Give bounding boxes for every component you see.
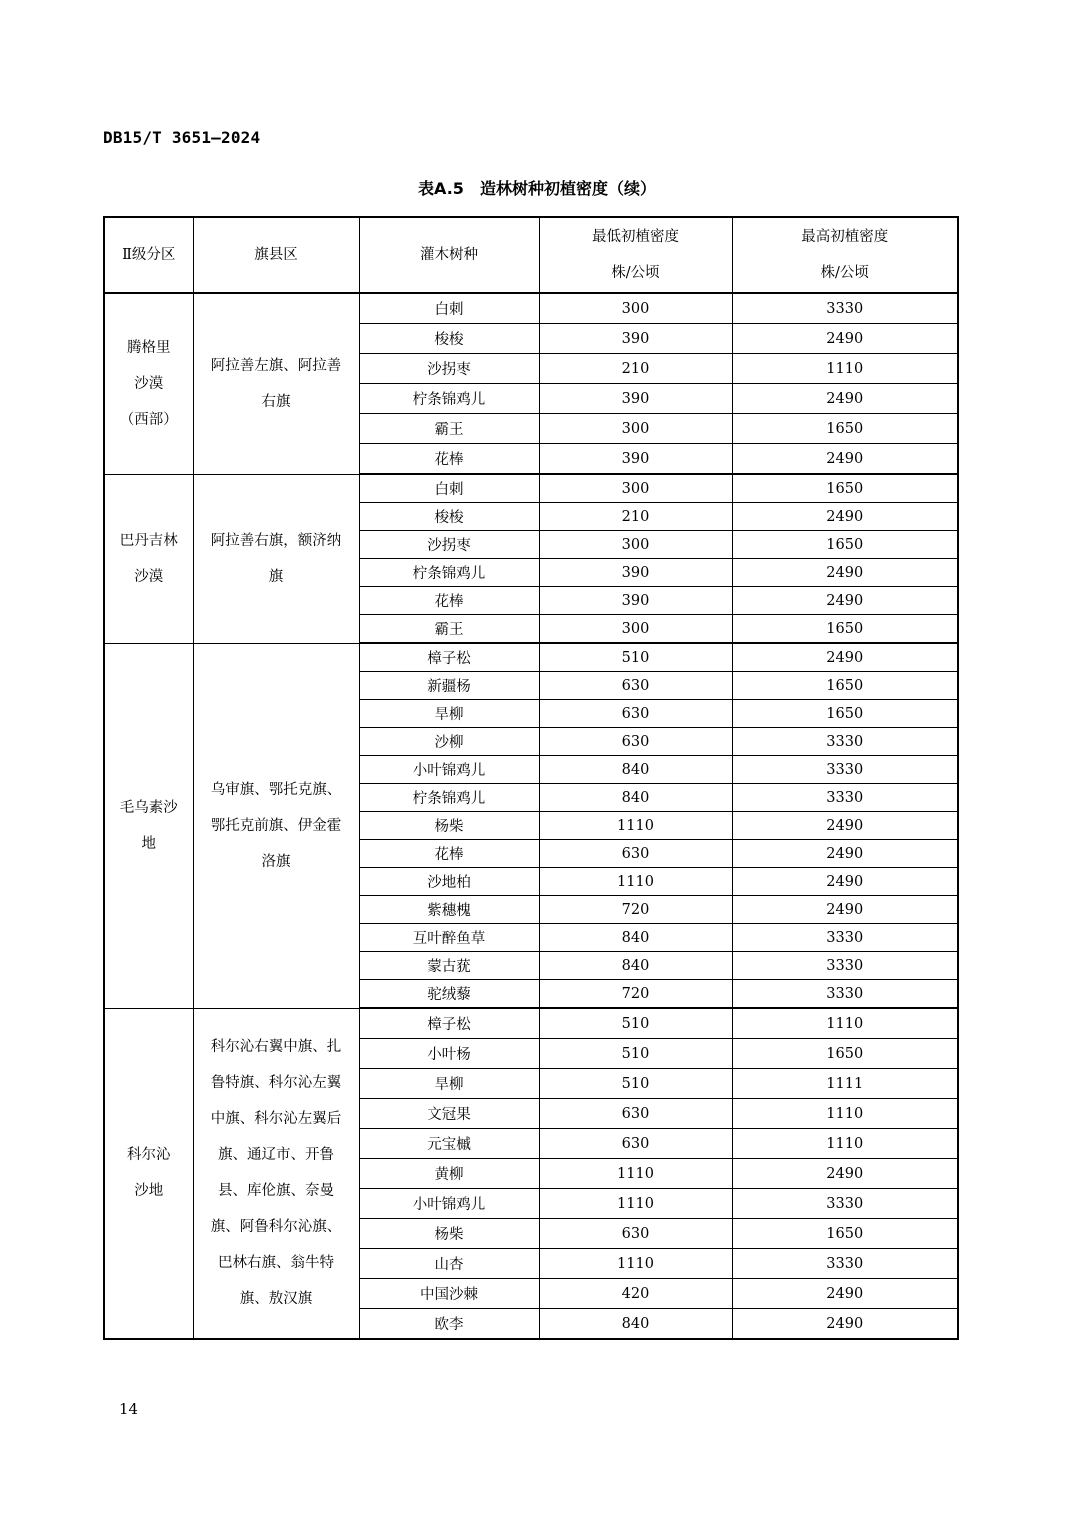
max-density-cell: 2490 [732,444,958,475]
county-line: 洛旗 [261,853,291,870]
table-row [104,474,958,503]
species-cell: 柠条锦鸡儿 [359,784,539,812]
county-line: 旗 [268,568,284,585]
max-density-cell: 3330 [732,924,958,952]
species-cell: 小叶锦鸡儿 [359,1189,539,1219]
min-density-cell: 630 [539,1129,732,1159]
county-line: 鲁特旗、科尔沁左翼 [210,1075,342,1092]
max-density-cell: 1650 [732,531,958,559]
max-density-cell: 1111 [732,1069,958,1099]
county-line: 阿拉善左旗、阿拉善 [210,357,342,374]
max-density-cell: 2490 [732,1159,958,1189]
species-cell: 沙拐枣 [359,354,539,384]
header-min-density-unit: 株/公顷 [611,265,660,281]
species-cell: 樟子松 [359,643,539,672]
table-caption-number: 表A.5 [418,179,464,198]
max-density-cell: 1650 [732,672,958,700]
min-density-cell: 300 [539,474,732,503]
species-cell: 互叶醉鱼草 [359,924,539,952]
min-density-cell: 510 [539,1008,732,1039]
region-cell [104,643,193,1008]
max-density-cell: 1110 [732,1099,958,1129]
table-row [104,643,958,672]
max-density-cell: 2490 [732,840,958,868]
min-density-cell: 1110 [539,1249,732,1279]
max-density-cell: 1650 [732,474,958,503]
min-density-cell: 630 [539,1219,732,1249]
min-density-cell: 840 [539,784,732,812]
table-header [104,217,958,293]
min-density-cell: 720 [539,896,732,924]
species-cell: 柠条锦鸡儿 [359,384,539,414]
header-min-density-label: 最低初植密度 [592,229,679,245]
min-density-cell: 390 [539,587,732,615]
species-cell: 霸王 [359,414,539,444]
max-density-cell: 3330 [732,784,958,812]
max-density-cell: 1650 [732,1039,958,1069]
county-line: 中旗、科尔沁左翼后 [210,1111,342,1128]
region-cell [104,474,193,643]
min-density-cell: 300 [539,615,732,644]
min-density-cell: 390 [539,384,732,414]
max-density-cell: 2490 [732,1309,958,1340]
county-line: 旗、敖汉旗 [239,1291,313,1308]
standard-code: DB15/T 3651—2024 [103,128,261,147]
max-density-cell: 1650 [732,1219,958,1249]
county-cell [193,643,359,1008]
header-min-density [539,217,732,293]
region-line: 巴丹吉林 [119,532,178,549]
min-density-cell: 630 [539,1099,732,1129]
species-cell: 花棒 [359,587,539,615]
min-density-cell: 390 [539,324,732,354]
planting-density-table [103,216,959,1340]
species-cell: 霸王 [359,615,539,644]
min-density-cell: 840 [539,1309,732,1340]
county-cell [193,474,359,643]
min-density-cell: 1110 [539,868,732,896]
county-line: 旗、通辽市、开鲁 [218,1147,334,1164]
species-cell: 小叶锦鸡儿 [359,756,539,784]
min-density-cell: 840 [539,924,732,952]
max-density-cell: 2490 [732,1279,958,1309]
max-density-cell: 1110 [732,1129,958,1159]
max-density-cell: 1110 [732,1008,958,1039]
species-cell: 柠条锦鸡儿 [359,559,539,587]
header-max-density-label: 最高初植密度 [801,229,889,245]
species-cell: 梭梭 [359,324,539,354]
region-line: 科尔沁 [127,1147,171,1164]
max-density-cell: 2490 [732,868,958,896]
max-density-cell: 2490 [732,503,958,531]
county-cell [193,1008,359,1339]
header-max-density [732,217,958,293]
species-cell: 旱柳 [359,700,539,728]
county-line: 巴林右旗、翁牛特 [218,1255,334,1272]
max-density-cell: 3330 [732,1189,958,1219]
min-density-cell: 720 [539,980,732,1009]
min-density-cell: 300 [539,414,732,444]
species-cell: 元宝槭 [359,1129,539,1159]
header-county: 旗县区 [193,217,359,293]
min-density-cell: 630 [539,672,732,700]
species-cell: 新疆杨 [359,672,539,700]
species-cell: 小叶杨 [359,1039,539,1069]
min-density-cell: 390 [539,444,732,475]
county-line: 乌审旗、鄂托克旗、 [210,781,342,798]
region-line: 腾格里 [127,339,171,356]
county-line: 县、库伦旗、奈曼 [218,1183,334,1200]
max-density-cell: 3330 [732,756,958,784]
species-cell: 山杏 [359,1249,539,1279]
min-density-cell: 1110 [539,812,732,840]
county-line: 阿拉善右旗，额济纳 [210,532,342,549]
min-density-cell: 1110 [539,1159,732,1189]
region-line: 毛乌素沙 [119,799,178,816]
min-density-cell: 630 [539,728,732,756]
table-header-row [104,217,958,293]
region-line: 地 [141,835,156,852]
min-density-cell: 510 [539,643,732,672]
min-density-cell: 510 [539,1069,732,1099]
species-cell: 驼绒藜 [359,980,539,1009]
table-row [104,293,958,324]
species-cell: 蒙古莸 [359,952,539,980]
min-density-cell: 210 [539,354,732,384]
max-density-cell: 2490 [732,812,958,840]
min-density-cell: 840 [539,756,732,784]
min-density-cell: 630 [539,840,732,868]
county-line: 旗、阿鲁科尔沁旗、 [210,1219,342,1236]
max-density-cell: 2490 [732,324,958,354]
min-density-cell: 840 [539,952,732,980]
max-density-cell: 3330 [732,293,958,324]
max-density-cell: 1650 [732,615,958,644]
max-density-cell: 1110 [732,354,958,384]
header-species: 灌木树种 [359,217,539,293]
table-row [104,1008,958,1039]
county-line: 鄂托克前旗、伊金霍 [210,817,342,834]
species-cell: 杨柴 [359,1219,539,1249]
header-region: Ⅱ级分区 [104,217,193,293]
species-cell: 旱柳 [359,1069,539,1099]
species-cell: 紫穗槐 [359,896,539,924]
page-number: 14 [119,1400,139,1418]
max-density-cell: 2490 [732,896,958,924]
max-density-cell: 1650 [732,414,958,444]
min-density-cell: 210 [539,503,732,531]
species-cell: 樟子松 [359,1008,539,1039]
min-density-cell: 390 [539,559,732,587]
species-cell: 黄柳 [359,1159,539,1189]
species-cell: 沙拐枣 [359,531,539,559]
species-cell: 白刺 [359,474,539,503]
county-cell [193,293,359,474]
max-density-cell: 2490 [732,384,958,414]
max-density-cell: 2490 [732,587,958,615]
max-density-cell: 3330 [732,980,958,1009]
header-max-density-unit: 株/公顷 [820,265,869,281]
max-density-cell: 1650 [732,700,958,728]
table-body [104,293,958,1339]
region-line: （西部） [119,411,178,428]
table-caption-title: 造林树种初植密度（续） [479,179,656,198]
county-line: 科尔沁右翼中旗、扎 [210,1039,342,1056]
species-cell: 白刺 [359,293,539,324]
county-line: 右旗 [261,393,291,410]
species-cell: 杨柴 [359,812,539,840]
min-density-cell: 1110 [539,1189,732,1219]
min-density-cell: 300 [539,531,732,559]
species-cell: 花棒 [359,840,539,868]
region-line: 沙地 [134,1183,164,1200]
min-density-cell: 510 [539,1039,732,1069]
max-density-cell: 3330 [732,952,958,980]
species-cell: 欧李 [359,1309,539,1340]
max-density-cell: 3330 [732,728,958,756]
min-density-cell: 420 [539,1279,732,1309]
region-cell [104,1008,193,1339]
min-density-cell: 630 [539,700,732,728]
max-density-cell: 2490 [732,643,958,672]
species-cell: 沙地柏 [359,868,539,896]
species-cell: 文冠果 [359,1099,539,1129]
species-cell: 花棒 [359,444,539,475]
region-line: 沙漠 [134,375,164,392]
region-line: 沙漠 [134,568,164,585]
species-cell: 沙柳 [359,728,539,756]
species-cell: 中国沙棘 [359,1279,539,1309]
table-caption [0,176,1074,199]
max-density-cell: 3330 [732,1249,958,1279]
max-density-cell: 2490 [732,559,958,587]
species-cell: 梭梭 [359,503,539,531]
region-cell [104,293,193,474]
min-density-cell: 300 [539,293,732,324]
